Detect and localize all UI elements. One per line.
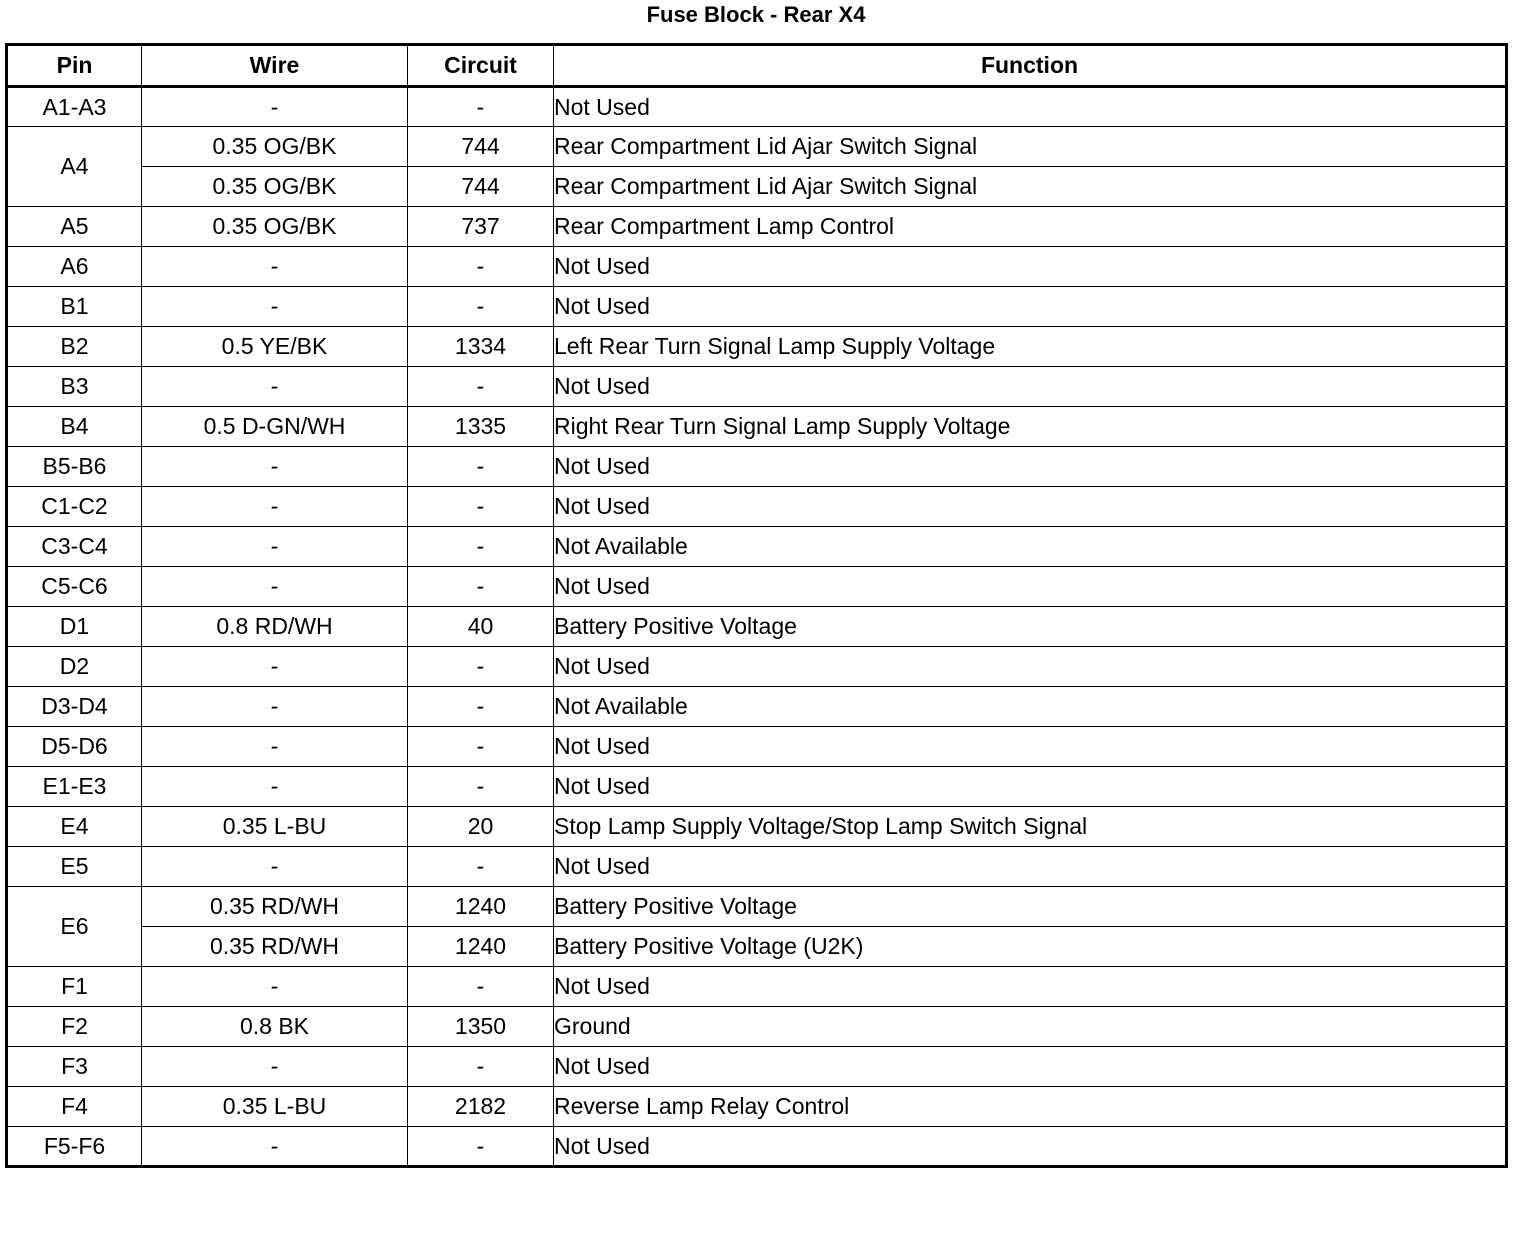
pin-cell: A1-A3 [7,87,142,127]
table-row [7,327,1507,367]
table-row [7,87,1507,127]
wire-cell: 0.35 OG/BK [142,127,408,167]
pin-cell: C5-C6 [7,567,142,607]
wire-cell: 0.35 OG/BK [142,167,408,207]
wire-cell: - [142,967,408,1007]
table-row [7,887,1507,927]
pin-cell: C3-C4 [7,527,142,567]
function-cell: Not Used [554,487,1507,527]
pin-cell: B5-B6 [7,447,142,487]
function-cell: Not Used [554,967,1507,1007]
page-title: Fuse Block - Rear X4 [646,2,866,27]
wire-cell: - [142,287,408,327]
function-cell: Battery Positive Voltage (U2K) [554,927,1507,967]
function-cell: Not Used [554,1127,1507,1167]
wire-cell: 0.35 L-BU [142,807,408,847]
circuit-cell: 1240 [408,927,554,967]
table-row [7,447,1507,487]
function-cell: Not Used [554,367,1507,407]
connector-pinout-table [5,43,1508,1168]
function-cell: Not Used [554,647,1507,687]
table-row [7,847,1507,887]
header-function: Function [554,45,1507,87]
wire-cell: - [142,1127,408,1167]
function-cell: Not Used [554,767,1507,807]
table-row [7,1087,1507,1127]
circuit-cell: - [408,527,554,567]
function-cell: Not Used [554,87,1507,127]
function-cell: Not Used [554,447,1507,487]
table-row [7,687,1507,727]
function-cell: Not Used [554,287,1507,327]
wire-cell: - [142,647,408,687]
wire-cell: 0.5 YE/BK [142,327,408,367]
header-pin: Pin [7,45,142,87]
table-row [7,287,1507,327]
function-cell: Right Rear Turn Signal Lamp Supply Voltage [554,407,1507,447]
function-cell: Ground [554,1007,1507,1047]
wire-cell: - [142,367,408,407]
circuit-cell: - [408,967,554,1007]
table-row [7,607,1507,647]
circuit-cell: - [408,567,554,607]
circuit-cell: - [408,687,554,727]
function-cell: Stop Lamp Supply Voltage/Stop Lamp Switch Signal [554,807,1507,847]
table-body [7,87,1507,1167]
function-cell: Rear Compartment Lid Ajar Switch Signal [554,127,1507,167]
function-cell: Not Available [554,687,1507,727]
function-cell: Not Used [554,847,1507,887]
table-row [7,567,1507,607]
table-row [7,1127,1507,1167]
circuit-cell: 1335 [408,407,554,447]
circuit-cell: - [408,767,554,807]
function-cell: Not Used [554,567,1507,607]
circuit-cell: 744 [408,167,554,207]
pin-cell: B4 [7,407,142,447]
pin-cell: A6 [7,247,142,287]
circuit-cell: 1240 [408,887,554,927]
function-cell: Battery Positive Voltage [554,887,1507,927]
table-row [7,527,1507,567]
table-row [7,207,1507,247]
function-cell: Left Rear Turn Signal Lamp Supply Voltage [554,327,1507,367]
pin-cell: F2 [7,1007,142,1047]
circuit-cell: 40 [408,607,554,647]
wire-cell: - [142,847,408,887]
pin-cell: C1-C2 [7,487,142,527]
table-header-row [7,45,1507,87]
circuit-cell: - [408,1047,554,1087]
header-circuit: Circuit [408,45,554,87]
table-row [7,367,1507,407]
wire-cell: 0.8 BK [142,1007,408,1047]
wire-cell: 0.35 RD/WH [142,927,408,967]
function-cell: Not Used [554,727,1507,767]
table-row [7,767,1507,807]
wire-cell: 0.35 L-BU [142,1087,408,1127]
circuit-cell: 2182 [408,1087,554,1127]
wire-cell: - [142,247,408,287]
wire-cell: 0.35 OG/BK [142,207,408,247]
function-cell: Not Used [554,247,1507,287]
table-row [7,967,1507,1007]
pin-cell: A5 [7,207,142,247]
wire-cell: - [142,767,408,807]
circuit-cell: - [408,367,554,407]
function-cell: Not Used [554,1047,1507,1087]
circuit-cell: - [408,247,554,287]
circuit-cell: - [408,647,554,687]
circuit-cell: 737 [408,207,554,247]
pin-cell: E5 [7,847,142,887]
table-row [7,407,1507,447]
table-row [7,727,1507,767]
circuit-cell: - [408,447,554,487]
circuit-cell: 20 [408,807,554,847]
table-row [7,247,1507,287]
wire-cell: 0.8 RD/WH [142,607,408,647]
pin-cell: B2 [7,327,142,367]
table-row [7,1047,1507,1087]
wire-cell: - [142,687,408,727]
table-row [7,167,1507,207]
pin-cell: D5-D6 [7,727,142,767]
pin-cell: F5-F6 [7,1127,142,1167]
wire-cell: - [142,527,408,567]
table-row [7,927,1507,967]
function-cell: Battery Positive Voltage [554,607,1507,647]
function-cell: Rear Compartment Lid Ajar Switch Signal [554,167,1507,207]
wire-cell: - [142,447,408,487]
pin-cell: A4 [7,127,142,207]
table-row [7,807,1507,847]
pin-cell: B3 [7,367,142,407]
pin-cell: E4 [7,807,142,847]
table-row [7,127,1507,167]
function-cell: Rear Compartment Lamp Control [554,207,1507,247]
circuit-cell: - [408,487,554,527]
pin-cell: D3-D4 [7,687,142,727]
pin-cell: B1 [7,287,142,327]
circuit-cell: 1334 [408,327,554,367]
wire-cell: 0.35 RD/WH [142,887,408,927]
table-row [7,1007,1507,1047]
pin-cell: E6 [7,887,142,967]
pin-cell: D2 [7,647,142,687]
pin-cell: F3 [7,1047,142,1087]
circuit-cell: - [408,727,554,767]
circuit-cell: - [408,847,554,887]
circuit-cell: - [408,287,554,327]
table-row [7,487,1507,527]
circuit-cell: 744 [408,127,554,167]
wire-cell: - [142,727,408,767]
wire-cell: - [142,567,408,607]
table-row [7,647,1507,687]
circuit-cell: - [408,87,554,127]
wire-cell: - [142,1047,408,1087]
wire-cell: - [142,487,408,527]
circuit-cell: 1350 [408,1007,554,1047]
pin-cell: F4 [7,1087,142,1127]
function-cell: Not Available [554,527,1507,567]
pin-cell: F1 [7,967,142,1007]
pin-cell: E1-E3 [7,767,142,807]
circuit-cell: - [408,1127,554,1167]
wire-cell: - [142,87,408,127]
wire-cell: 0.5 D-GN/WH [142,407,408,447]
function-cell: Reverse Lamp Relay Control [554,1087,1507,1127]
pin-cell: D1 [7,607,142,647]
header-wire: Wire [142,45,408,87]
